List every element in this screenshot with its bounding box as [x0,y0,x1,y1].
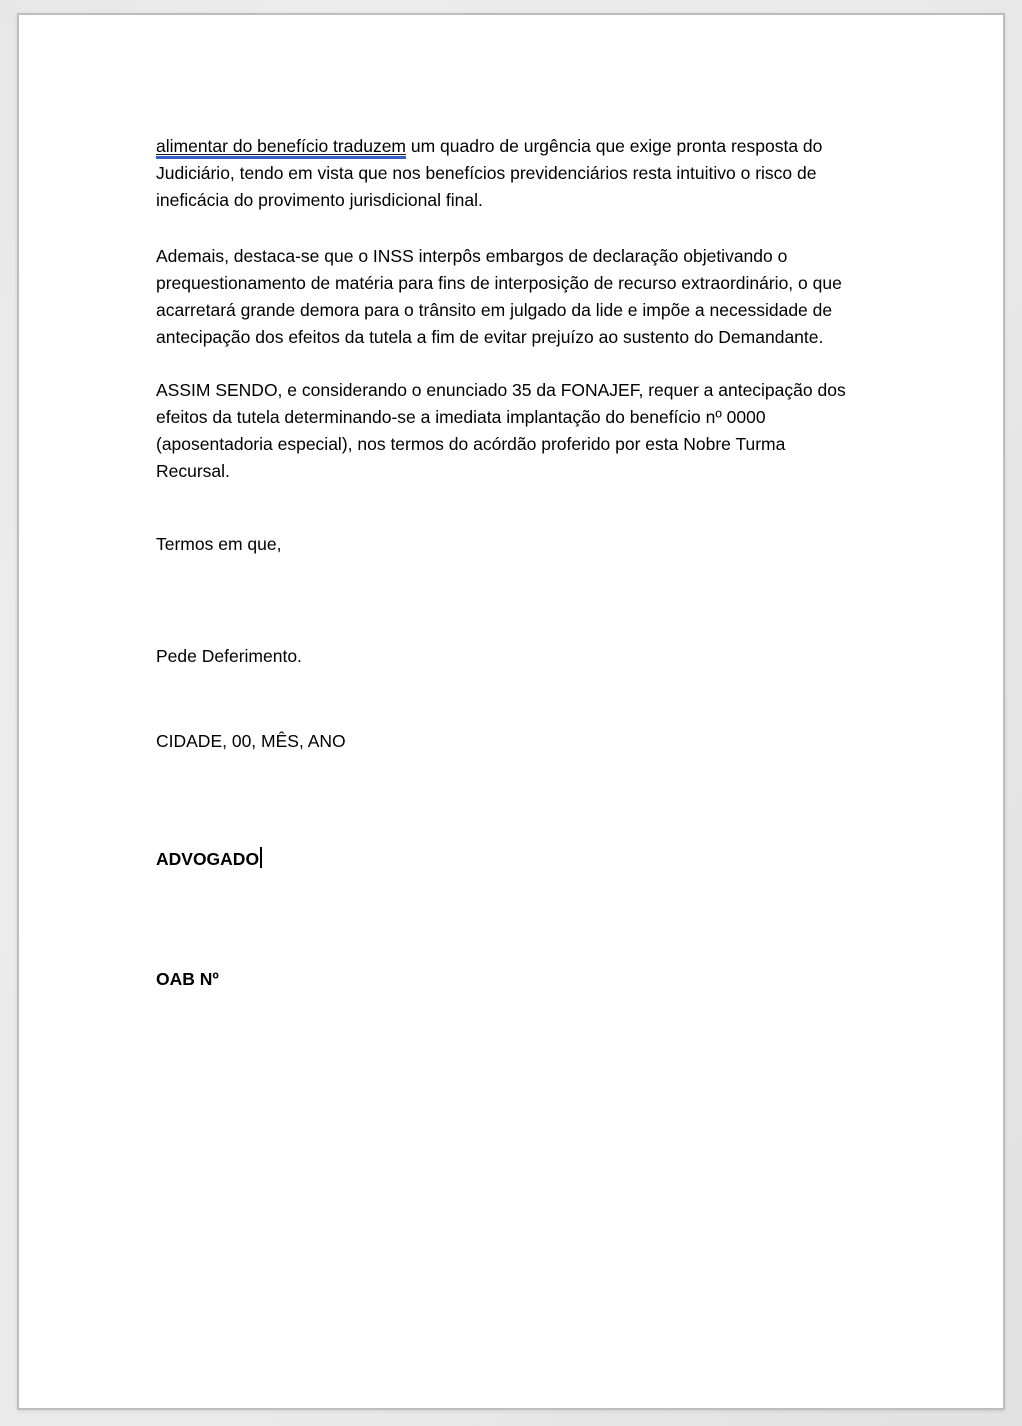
signature-advogado-line [156,846,862,873]
grammar-flagged-phrase: alimentar do benefício traduzem [156,136,406,159]
paragraph-urgencia [156,133,862,214]
signature-advogado-text: ADVOGADO [156,849,260,869]
document-page[interactable] [17,13,1005,1410]
date-placeholder-line: CIDADE, 00, MÊS, ANO [156,731,346,751]
signature-oab-line: OAB Nº [156,969,219,989]
closing-pede-deferimento: Pede Deferimento. [156,646,302,666]
paragraph-ademais: Ademais, destaca-se que o INSS interpôs embargos de declaração objetivando o prequestionamento de matéria para fins de interposição de recurso extraordinário, o que acarretará grande demora para o trânsito em julgado da lide e impõe a necessidade de antecipação dos efeitos da tutela a fim de evitar prejuízo ao sustento do Demandante. [156,246,842,347]
closing-termos: Termos em que, [156,534,282,554]
document-text-area[interactable] [156,133,862,993]
text-cursor-caret [260,847,262,868]
paragraph-assim-sendo: ASSIM SENDO, e considerando o enunciado 35 da FONAJEF, requer a antecipação dos efeitos da tutela determinando-se a imediata implantação do benefício nº 0000 (aposentadoria especial), nos termos do acórdão proferido por esta Nobre Turma Recursal. [156,380,846,481]
paragraph-urgencia-rest: um quadro de urgência que exige pronta resposta do Judiciário, tendo em vista que nos benefícios previdenciários resta intuitivo o risco de ineficácia do provimento jurisdicional final. [156,136,823,210]
